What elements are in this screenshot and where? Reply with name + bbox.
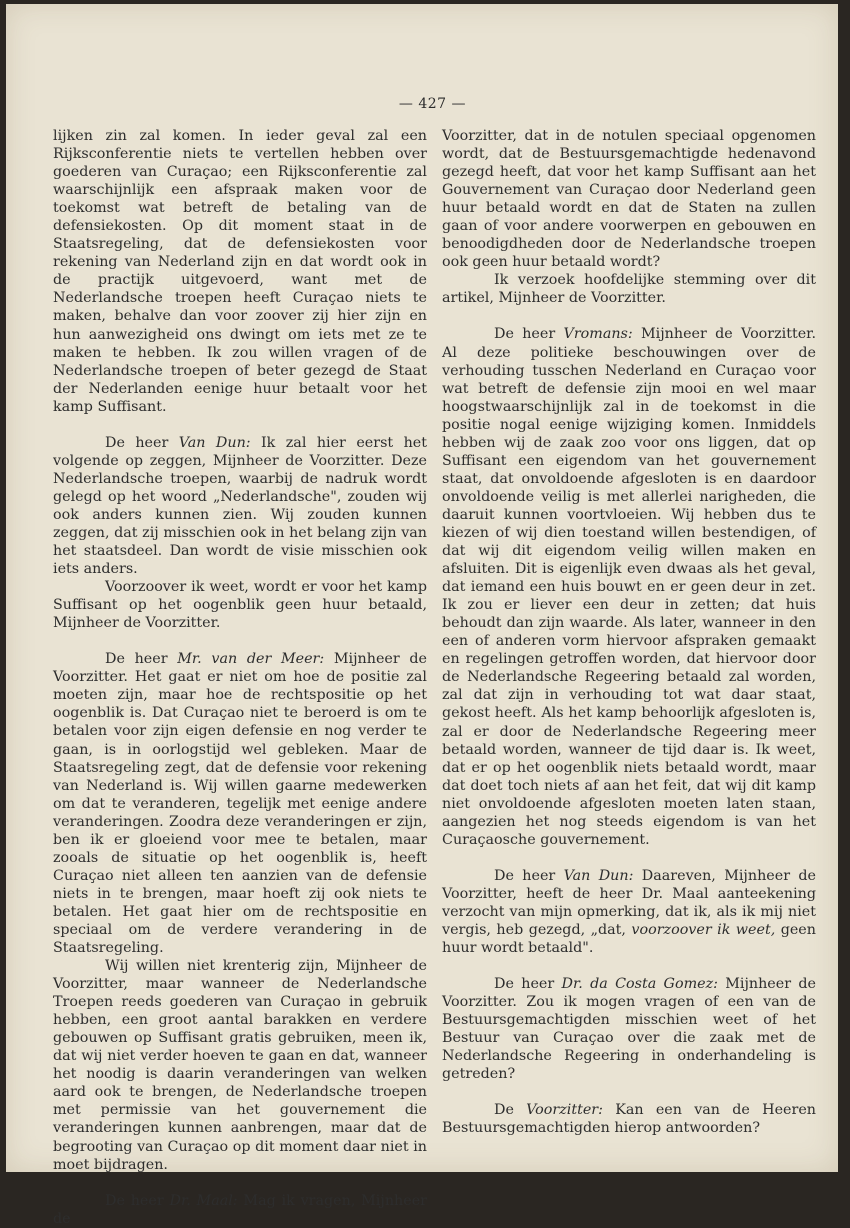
speaker-paragraph: De heer Van Dun: Ik zal hier eerst het volgende op zeggen, Mijnheer de Voorzitter. Deze Nederlandsche troepen, waarbij de nadruk wordt gelegd op het woord „Nederlandsche", zouden wij ook anders kunnen zien. Wij zouden kunnen zeggen, dat zij misschien ook in het belang zijn van het staatsdeel. Dan wordt de visie misschien ook iets anders. bbox=[53, 434, 427, 578]
page-number: — 427 — bbox=[398, 96, 466, 112]
speaker-paragraph: De heer Vromans: Mijnheer de Voorzitter. Al deze politieke beschouwingen over de verhouding tusschen Nederland en Curaçao voor wat betreft de defensie zijn mooi en wel maar hoogstwaarschijnlijk zal in de toekomst in die positie nogal eenige wijziging komen. Inmiddels hebben wij de zaak zoo voor ons liggen, dat op Suffisant een eigendom van het gouvernement staat, dat onvoldoende afgesloten is en daardoor onvoldoende veilig is met allerlei narigheden, die daaruit kunnen voortvloeien. Wij hebben dus te kiezen of wij dien toestand willen bestendigen, of dat wij dit eigendom veilig willen maken en afsluiten. Dit is eigenlijk even dwaas als het geval, dat iemand een huis bouwt en er geen deur in zet. Ik zou er liever een deur in zetten; dat huis behoudt dan zijn waarde. Als later, wanneer in den een of anderen vorm hiervoor afspraken gemaakt en regelingen getroffen worden, dat hiervoor door de Nederlandsche Regeering betaald zal worden, zal dat zijn in verhouding tot wat daar staat, gekost heeft. Als het kamp behoorlijk afgesloten is, zal er door de Nederlandsche Regeering meer betaald worden, wanneer de tijd daar is. Ik weet, dat er op het oogenblik niets betaald wordt, maar dat doet toch niets af aan het feit, dat wij dit kamp niet onvoldoende afgesloten moeten laten staan, aangezien het nog steeds eigendom is van het Curaçaosche gouvernement. bbox=[442, 326, 816, 848]
speaker-paragraph: De heer Dr. da Costa Gomez: Mijnheer de Voorzitter. Zou ik mogen vragen of een van de Bestuursgemachtigden misschien weet of het Bestuur van Curaçao over die zaak met de Nederlandsche Regeering in onderhandeling is getreden? bbox=[442, 976, 816, 1083]
paragraph: Voorzoover ik weet, wordt er voor het kamp Suffisant op het oogenblik geen huur betaald, Mijnheer de Voorzitter. bbox=[53, 579, 427, 632]
speaker-name: Dr. da Costa Gomez: bbox=[561, 976, 718, 993]
speaker-name: Voorzitter: bbox=[526, 1102, 603, 1119]
speaker-paragraph: De heer Van Dun: Daareven, Mijnheer de Voorzitter, heeft de heer Dr. Maal aanteekening verzocht van mijn opmerking, dat ik, als ik mij niet vergis, heb gezegd, „dat, voorzoover ik weet, geen huur wordt betaald". bbox=[442, 867, 816, 957]
left-column bbox=[53, 127, 427, 1228]
speaker-name: Dr. Maal: bbox=[169, 1192, 238, 1209]
right-column bbox=[442, 127, 816, 1137]
document-page bbox=[6, 4, 838, 1227]
speaker-name: Van Dun: bbox=[178, 434, 251, 451]
quoted-phrase: voorzoover ik weet, bbox=[631, 921, 776, 938]
paragraph: Ik verzoek hoofdelijke stemming over dit artikel, Mijnheer de Voorzitter. bbox=[442, 272, 816, 307]
paragraph: Wij willen niet krenterig zijn, Mijnheer de Voorzitter, maar wanneer de Nederlandsche Troepen reeds goederen van Curaçao in gebruik hebben, een groot aantal barakken en verdere gebouwen op Suffisant gratis gebruiken, meen ik, dat wij niet verder hoeven te gaan en dat, wanneer het noodig is daarin veranderingen van welken aard ook te brengen, de Nederlandsche troepen met permissie van het gouvernement die veranderingen kunnen aanbrengen, maar dat de begrooting van Curaçao op dit moment daar niet in moet bijdragen. bbox=[53, 958, 427, 1173]
speaker-name: Van Dun: bbox=[563, 867, 634, 884]
paragraph: lijken zin zal komen. In ieder geval zal een Rijksconferentie niets te vertellen hebben over goederen van Curaçao; een Rijksconferentie zal waarschijnlijk een afspraak maken voor de toekomst wat betreft de betaling van de defensiekosten. Op dit moment staat in de Staatsregeling, dat de defensiekosten voor rekening van Nederland zijn en dat wordt ook in de practijk uitgevoerd, want met de Nederlandsche troepen heeft Curaçao niets te maken, behalve dan voor zoover zij hier zijn en hun aanwezigheid ons dwingt om iets met ze te maken te hebben. Ik zou willen vragen of de Nederlandsche troepen of beter gezegd de Staat der Nederlanden eenige huur betaalt voor het kamp Suffisant. bbox=[53, 128, 427, 415]
speaker-name: Vromans: bbox=[563, 326, 633, 343]
speaker-paragraph: De heer Mr. van der Meer: Mijnheer de Voorzitter. Het gaat er niet om hoe de positie zal moeten zijn, maar hoe de rechtspositie op het oogenblik is. Dat Curaçao niet te beroerd is om te betalen voor zijn eigen defensie en nog verder te gaan, is in oorlogstijd wel gebleken. Maar de Staatsregeling zegt, dat de defensie voor rekening van Nederland is. Wij willen gaarne medewerken om dat te veranderen, tegelijk met eenige andere veranderingen. Zoodra deze veranderingen er zijn, ben ik er gloeiend voor mee te betalen, maar zooals de situatie op het oogenblik is, heeft Curaçao niet alleen ten aanzien van de defensie niets in te brengen, maar hoeft zij ook niets te betalen. Het gaat hier om de rechtspositie en speciaal om de verdere verandering in de Staatsregeling. bbox=[53, 651, 427, 957]
speaker-paragraph: De Voorzitter: Kan een van de Heeren Bestuursgemachtigden hierop antwoorden? bbox=[442, 1102, 816, 1137]
paragraph: Voorzitter, dat in de notulen speciaal opgenomen wordt, dat de Bestuursgemachtigde hedenavond gezegd heeft, dat voor het kamp Suffisant aan het Gouvernement van Curaçao door Nederland geen huur betaald wordt en dat de Staten na zullen gaan of voor andere voorwerpen en gebouwen en benoodigdheden door de Nederlandsche troepen ook geen huur betaald wordt? bbox=[442, 128, 816, 271]
speaker-paragraph: De heer Dr. Maal: Mag ik vragen, Mijnheer de bbox=[53, 1192, 427, 1227]
speaker-name: Mr. van der Meer: bbox=[177, 651, 325, 668]
